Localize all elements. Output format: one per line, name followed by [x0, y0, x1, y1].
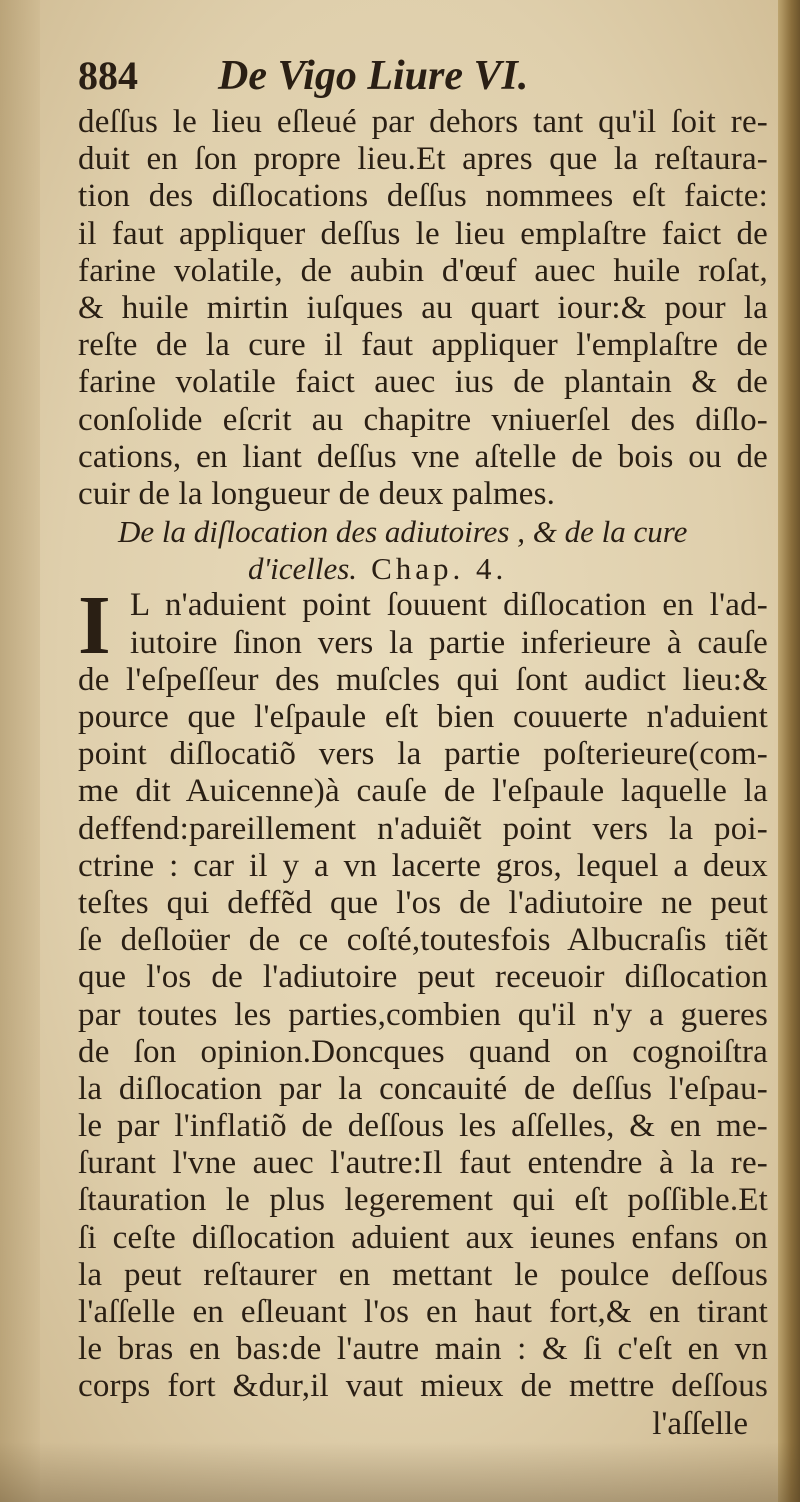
- text-line: ſurant l'vne auec l'autre:Il faut entendre à la re-: [78, 1145, 768, 1182]
- chapter-title-end: d'icelles.: [248, 551, 358, 587]
- text-line: tion des diſlocations deſſus nommees eſt faicte:: [78, 178, 768, 215]
- text-line: pource que l'eſpaule eſt bien couuerte n'aduient: [78, 699, 768, 735]
- text-line: reſte de la cure il faut appliquer l'emplaſtre de: [78, 327, 768, 364]
- text-line: ctrine : car il y a vn lacerte gros, lequel a deux: [78, 847, 768, 884]
- text-line: ſtauration le plus legerement qui eſt poſſible.Et: [78, 1182, 768, 1219]
- text-line: le par l'inflatiõ de deſſous les aſſelles, & en me-: [78, 1108, 768, 1145]
- text-line: farine volatile, de aubin d'œuf auec huile roſat,: [78, 252, 768, 289]
- chapter-title-continued: [78, 550, 768, 587]
- chapter-label: Chap. 4.: [371, 551, 508, 587]
- text-line: le bras en bas:de l'autre main : & ſi c'eſt en vn: [78, 1331, 768, 1368]
- text-line: duit en ſon propre lieu.Et apres que la reſtaura-: [78, 141, 768, 178]
- text-line: conſolide eſcrit au chapitre vniuerſel des diſlo-: [78, 401, 768, 438]
- text-line: la peut reſtaurer en mettant le poulce deſſous: [78, 1256, 768, 1293]
- page-edge: [778, 0, 800, 1502]
- text-line: corps fort &dur,il vaut mieux de mettre deſſous: [78, 1368, 768, 1405]
- catchword: l'aſſelle: [652, 1405, 748, 1442]
- text-line: point diſlocatiõ vers la partie poſterieure(com-: [78, 736, 768, 773]
- paragraph-continued: [78, 104, 768, 513]
- bottom-shadow: [0, 1442, 800, 1502]
- page-gutter-shadow: [0, 0, 40, 1502]
- running-header: [78, 52, 768, 104]
- text-line: cations, en liant deſſus vne aſtelle de bois ou de: [78, 438, 768, 475]
- text-line: cuir de la longueur de deux palmes.: [78, 475, 556, 512]
- text-line: l'aſſelle en eſleuant l'os en haut fort,& en tirant: [78, 1294, 768, 1330]
- text-line: ſi ceſte diſlocation aduient aux ieunes enfans on: [78, 1219, 768, 1256]
- text-line: deſſus le lieu eſleué par dehors tant qu'il ſoit re-: [78, 104, 768, 140]
- chapter-title: De la diſlocation des adiutoires , & de la cure: [118, 514, 688, 550]
- text-line: deffend:pareillement n'aduiẽt point vers la poi-: [78, 810, 768, 847]
- text-line: iutoire ſinon vers la partie inferieure à cauſe: [130, 624, 768, 661]
- text-line: il faut appliquer deſſus le lieu emplaſtre faict de: [78, 215, 768, 252]
- text-line: de l'eſpeſſeur des muſcles qui ſont audict lieu:&: [78, 661, 768, 698]
- text-line: ſe deſloüer de ce coſté,toutesfois Albucraſis tiẽt: [78, 922, 768, 959]
- chapter-body: [78, 579, 768, 1405]
- running-title: De Vigo Liure VI.: [218, 53, 529, 99]
- text-line: que l'os de l'adiutoire peut receuoir diſlocation: [78, 959, 768, 996]
- text-line: teſtes qui deffẽd que l'os de l'adiutoire ne peut: [78, 884, 768, 921]
- text-line: me dit Auicenne)à cauſe de l'eſpaule laquelle la: [78, 773, 768, 810]
- text-line: L n'aduient point ſouuent diſlocation en l'ad-: [130, 587, 768, 624]
- text-line: de ſon opinion.Doncques quand on cognoiſtra: [78, 1033, 768, 1070]
- text-line: par toutes les parties,combien qu'il n'y a gueres: [78, 996, 768, 1033]
- page-number: 884: [78, 53, 138, 98]
- page-text: [78, 52, 768, 1443]
- text-line: la diſlocation par la concauité de deſſus l'eſpau-: [78, 1070, 768, 1107]
- text-line: & huile mirtin iuſques au quart iour:& pour la: [78, 289, 768, 326]
- text-line: farine volatile faict auec ius de plantain & de: [78, 364, 768, 401]
- drop-cap: I: [78, 579, 111, 673]
